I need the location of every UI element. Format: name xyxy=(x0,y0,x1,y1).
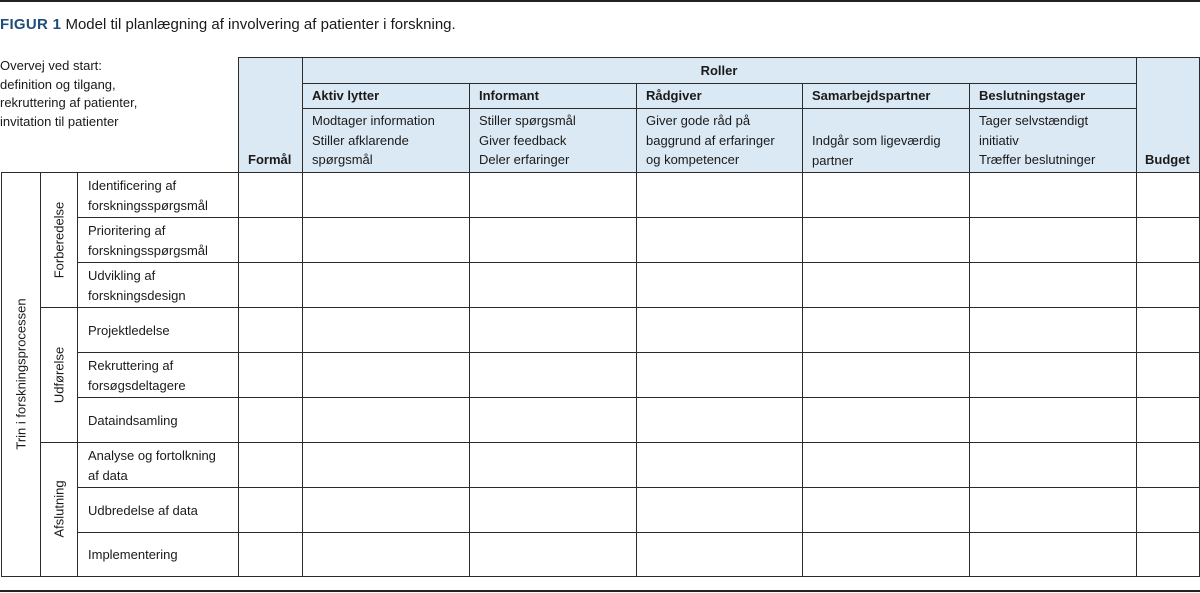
column-header-budget: Budget xyxy=(1145,152,1190,167)
row-divider xyxy=(77,532,1199,533)
row-divider xyxy=(77,352,1199,353)
role-description: Indgår som ligeværdig xyxy=(812,133,941,148)
role-description: Modtager information xyxy=(312,113,435,128)
table-border xyxy=(40,172,41,576)
step-label: forskningsdesign xyxy=(88,287,186,303)
header-divider xyxy=(302,83,1136,84)
bottom-rule xyxy=(0,590,1200,592)
table-border xyxy=(1,172,2,576)
step-label: af data xyxy=(88,467,128,483)
table-border xyxy=(636,172,637,577)
header-divider xyxy=(969,83,970,172)
intro-text xyxy=(0,57,137,131)
figure-label: FIGUR 1 xyxy=(0,16,62,33)
row-divider xyxy=(77,262,1199,263)
step-label: Udvikling af xyxy=(88,268,156,283)
intro-line: definition og tilgang, xyxy=(0,76,116,92)
row-divider xyxy=(77,397,1199,398)
header-divider xyxy=(1136,57,1137,172)
row-divider xyxy=(77,487,1199,488)
step-label: Dataindsamling xyxy=(88,412,178,428)
step-label: Implementering xyxy=(88,547,178,563)
role-description: Træffer beslutninger xyxy=(979,152,1096,167)
row-divider xyxy=(40,307,1199,308)
role-description: Stiller spørgsmål xyxy=(479,113,576,128)
phase-label: Forberedelse xyxy=(51,201,67,278)
table-border xyxy=(802,172,803,577)
step-label: Udbredelse af data xyxy=(88,502,198,518)
role-description: baggrund af erfaringer xyxy=(646,132,775,148)
table-border xyxy=(1,576,1200,577)
role-description: Giver gode råd på xyxy=(646,113,751,128)
intro-line: rekruttering af patienter, xyxy=(0,95,138,110)
step-label: Analyse og fortolkning xyxy=(88,448,216,463)
table-border xyxy=(969,172,970,577)
step-label: forskningsspørgsmål xyxy=(88,197,208,213)
role-description: spørgsmål xyxy=(312,152,373,167)
header-divider xyxy=(469,83,470,172)
role-name: Samarbejdspartner xyxy=(812,88,931,103)
table-border xyxy=(1136,172,1137,577)
phase-label: Udførelse xyxy=(51,346,67,403)
header-divider xyxy=(636,83,637,172)
role-name: Beslutningstager xyxy=(979,88,1086,103)
column-header-formaal: Formål xyxy=(248,152,292,167)
role-description: partner xyxy=(812,152,854,168)
step-label: forsøgsdeltagere xyxy=(88,377,186,393)
role-description: Stiller afklarende xyxy=(312,132,409,148)
role-description: og kompetencer xyxy=(646,152,740,167)
role-description: Giver feedback xyxy=(479,132,567,148)
step-label: Projektledelse xyxy=(88,322,170,338)
process-label: Trin i forskningsprocessen xyxy=(13,298,28,450)
header-divider xyxy=(802,83,803,172)
role-name: Aktiv lytter xyxy=(312,88,380,103)
role-name: Informant xyxy=(479,88,539,103)
intro-line: invitation til patienter xyxy=(0,113,119,129)
column-header-roller: Roller xyxy=(700,63,738,78)
phase-label: Afslutning xyxy=(51,480,67,538)
table-border xyxy=(1,172,1199,173)
intro-line: Overvej ved start: xyxy=(0,58,102,73)
header-divider xyxy=(302,108,1136,109)
top-rule xyxy=(0,0,1200,2)
role-description: Tager selvstændigt xyxy=(979,113,1089,128)
role-description: initiativ xyxy=(979,132,1019,148)
role-description: Deler erfaringer xyxy=(479,152,570,167)
figure-title: Model til planlægning af involvering af patienter i forskning. xyxy=(65,16,456,33)
table-border xyxy=(77,172,78,576)
figure-caption xyxy=(0,15,456,35)
table-border xyxy=(469,172,470,577)
step-label: Rekruttering af xyxy=(88,358,174,373)
table-border xyxy=(238,172,239,577)
row-divider xyxy=(40,442,1199,443)
step-label: forskningsspørgsmål xyxy=(88,242,208,258)
step-label: Identificering af xyxy=(88,178,177,193)
row-divider xyxy=(77,217,1199,218)
step-label: Prioritering af xyxy=(88,223,166,238)
role-name: Rådgiver xyxy=(646,88,702,103)
table-border xyxy=(302,172,303,577)
